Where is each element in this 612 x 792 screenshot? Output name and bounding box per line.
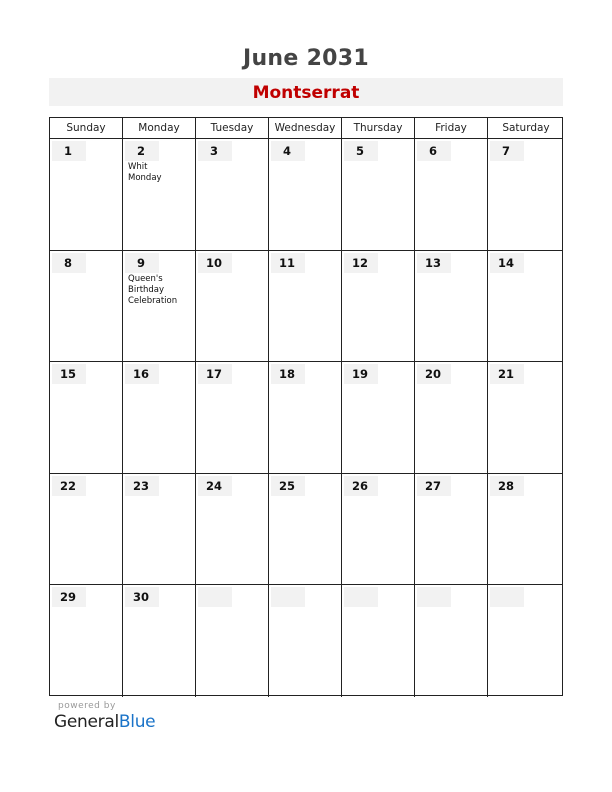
date-number: 11 — [271, 253, 305, 273]
weekday-header-sunday: Sunday — [66, 122, 106, 134]
date-number: 18 — [271, 364, 305, 384]
powered-by-text: powered by — [58, 701, 116, 711]
date-number: 10 — [198, 253, 232, 273]
date-number: 30 — [125, 587, 159, 607]
date-number: 20 — [417, 364, 451, 384]
date-number — [198, 587, 232, 607]
weekday-header-tuesday: Tuesday — [195, 118, 268, 138]
weekday-header-thursday: Thursday — [341, 118, 414, 138]
day-cell — [50, 251, 122, 362]
day-cell — [122, 251, 195, 362]
date-number: 19 — [344, 364, 378, 384]
date-number: 24 — [198, 476, 232, 496]
date-number: 28 — [490, 476, 524, 496]
day-cell — [195, 251, 268, 362]
day-cell — [414, 251, 487, 362]
date-number: 2 — [125, 141, 159, 161]
holiday-label: Whit Monday — [128, 162, 162, 183]
date-number: 26 — [344, 476, 378, 496]
date-number: 7 — [490, 141, 524, 161]
day-cell — [195, 362, 268, 473]
date-number — [417, 587, 451, 607]
date-number: 21 — [490, 364, 524, 384]
day-cell — [414, 362, 487, 473]
weekday-header-saturday: Saturday — [487, 118, 564, 138]
brand-general: General — [54, 712, 119, 732]
date-number: 25 — [271, 476, 305, 496]
week-row — [50, 139, 562, 251]
day-cell — [268, 585, 341, 697]
day-cell — [268, 251, 341, 362]
date-number: 9 — [125, 253, 159, 273]
country-banner — [49, 78, 563, 106]
day-cell — [50, 362, 122, 473]
day-cell — [341, 474, 414, 585]
day-cell — [487, 585, 564, 697]
day-cell — [195, 139, 268, 250]
day-cell — [50, 139, 122, 250]
date-number: 1 — [52, 141, 86, 161]
date-number: 22 — [52, 476, 86, 496]
day-cell — [414, 585, 487, 697]
date-number: 23 — [125, 476, 159, 496]
day-cell — [487, 362, 564, 473]
date-number: 6 — [417, 141, 451, 161]
date-number: 27 — [417, 476, 451, 496]
country-name: Montserrat — [252, 83, 360, 103]
day-cell — [122, 474, 195, 585]
calendar-grid — [49, 117, 563, 696]
day-cell — [268, 139, 341, 250]
weekday-header-monday: Monday — [122, 118, 195, 138]
day-cell — [268, 362, 341, 473]
holiday-label: Queen's Birthday Celebration — [128, 273, 178, 306]
day-cell — [341, 251, 414, 362]
weekday-header-friday: Friday — [414, 118, 487, 138]
day-cell — [414, 139, 487, 250]
date-number: 15 — [52, 364, 86, 384]
day-cell — [487, 474, 564, 585]
date-number: 29 — [52, 587, 86, 607]
day-cell — [341, 139, 414, 250]
date-number: 5 — [344, 141, 378, 161]
week-row — [50, 474, 562, 586]
day-cell — [487, 251, 564, 362]
date-number: 12 — [344, 253, 378, 273]
day-cell — [50, 585, 122, 697]
generalblue-logo[interactable] — [54, 712, 155, 732]
day-cell — [268, 474, 341, 585]
day-cell — [122, 139, 195, 250]
date-number: 8 — [52, 253, 86, 273]
day-cell — [195, 474, 268, 585]
day-cell — [122, 585, 195, 697]
week-row — [50, 251, 562, 363]
date-number: 14 — [490, 253, 524, 273]
weekday-header-wednesday: Wednesday — [268, 118, 341, 138]
date-number: 3 — [198, 141, 232, 161]
day-cell — [122, 362, 195, 473]
brand-blue: Blue — [118, 712, 156, 732]
week-row — [50, 362, 562, 474]
date-number: 16 — [125, 364, 159, 384]
day-cell — [487, 139, 564, 250]
date-number: 4 — [271, 141, 305, 161]
date-number — [344, 587, 378, 607]
day-cell — [341, 585, 414, 697]
week-row — [50, 585, 562, 697]
page-title: June 2031 — [242, 46, 370, 71]
day-cell — [50, 474, 122, 585]
day-cell — [341, 362, 414, 473]
date-number: 17 — [198, 364, 232, 384]
date-number — [271, 587, 305, 607]
date-number: 13 — [417, 253, 451, 273]
weekday-header-row — [50, 118, 562, 139]
day-cell — [195, 585, 268, 697]
date-number — [490, 587, 524, 607]
day-cell — [414, 474, 487, 585]
